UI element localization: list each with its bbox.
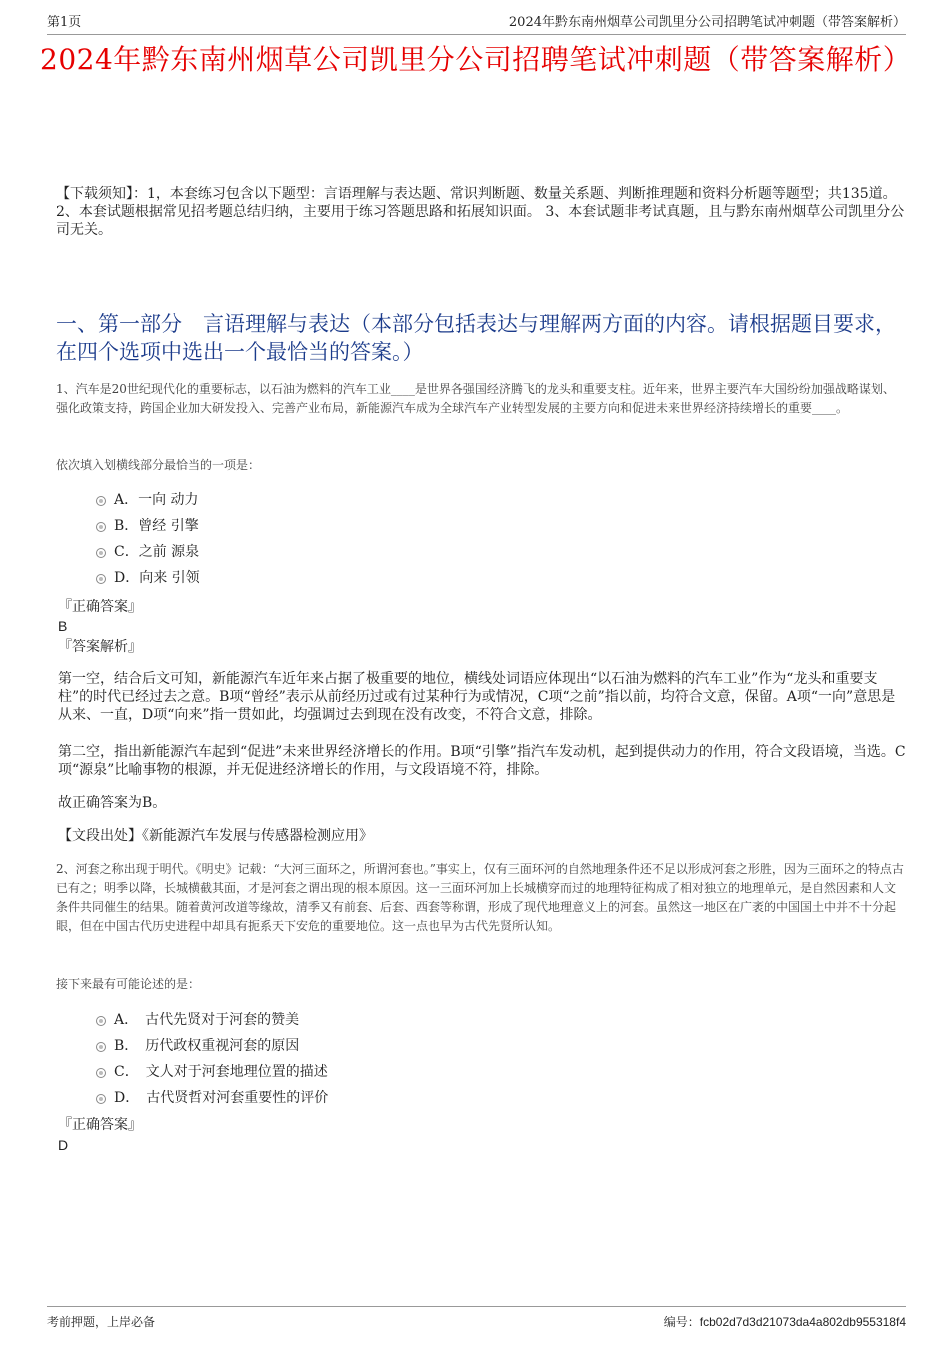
download-notice: 【下载须知】：1，本套练习包含以下题型：言语理解与表达题、常识判断题、数量关系题、判断推理题和资料分析题等题型；共135道。 2、本套试题根据常见招考题总结归纳，主要用于练习答题思路和拓展知识面。 3、本套试题非考试真题，且与黔东南州烟草公司凯里分公司无关。 xyxy=(56,186,905,238)
option-a[interactable] xyxy=(96,490,200,516)
option-d[interactable] xyxy=(96,1088,328,1114)
question-2-options xyxy=(96,1010,328,1114)
footer-code-label: 编号： xyxy=(663,1315,700,1329)
page-header xyxy=(47,14,906,35)
analysis-paragraph-2: 第二空，指出新能源汽车起到“促进”未来世界经济增长的作用。B项“引擎”指汽车发动机，起到提供动力的作用，符合文段语境，当选。C项“源泉”比喻事物的根源，并无促进经济增长的作用，与文段语境不符，排除。 xyxy=(58,744,906,778)
page-footer xyxy=(47,1306,906,1337)
option-c-label: C．之前 源泉 xyxy=(114,544,200,560)
option-c-label: C． 文人对于河套地理位置的描述 xyxy=(114,1064,328,1080)
analysis-conclusion: 故正确答案为B。 xyxy=(58,795,167,811)
question-2-stem: 2、河套之称出现于明代。《明史》记载：“大河三面环之，所谓河套也。”事实上，仅有三面环河的自然地理条件还不足以形成河套之形胜，因为三面环之的特点古已有之；明季以降，长城横截其面，才是河套之谓出现的根本原因。这一三面环河加上长城横穿而过的地理特征构成了相对独立的地理单元，是自然因素和人文条件共同催生的结果。随着黄河改道等缘故，清季又有前套、后套、西套等称谓，形成了现代地理意义上的河套。虽然这一地区在广袤的中国国土中并不十分起眼，但在中国古代历史进程中却具有扼系天下安危的重要地位。这一点也早为古代先贤所认知。 xyxy=(56,862,904,933)
option-d-label: D．向来 引领 xyxy=(114,570,200,586)
radio-icon[interactable] xyxy=(96,1016,106,1026)
option-c[interactable] xyxy=(96,1062,328,1088)
radio-icon[interactable] xyxy=(96,1042,106,1052)
option-a-label: A． 古代先贤对于河套的赞美 xyxy=(114,1012,300,1028)
radio-icon[interactable] xyxy=(96,522,106,532)
footer-code-value: fcb02d7d3d21073da4a802db955318f4 xyxy=(699,1315,906,1329)
radio-icon[interactable] xyxy=(96,574,106,584)
footer-slogan: 考前押题，上岸必备 xyxy=(47,1315,156,1329)
option-b-label: B．曾经 引擎 xyxy=(114,518,199,534)
analysis-paragraph-1: 第一空，结合后文可知，新能源汽车近年来占据了极重要的地位，横线处词语应体现出“以石油为燃料的汽车工业”作为“龙头和重要支柱”的时代已经过去之意。B项“曾经”表示从前经历过或有过某种行为或情况，C项“之前”指以前，均符合文意，保留。A项“一向”意思是从来、一直，D项“向来”指一贯如此，均强调过去到现在没有改变，不符合文意，排除。 xyxy=(58,671,896,723)
option-b[interactable] xyxy=(96,516,200,542)
question-1-stem: 1、汽车是20世纪现代化的重要标志，以石油为燃料的汽车工业____是世界各强国经济腾飞的龙头和重要支柱。近年来，世界主要汽车大国纷纷加强战略谋划、强化政策支持，跨国企业加大研发投入、完善产业布局，新能源汽车成为全球汽车产业转型发展的主要方向和促进未来世界经济持续增长的重要____。 xyxy=(56,382,895,415)
option-d-label: D． 古代贤哲对河套重要性的评价 xyxy=(114,1090,329,1106)
radio-icon[interactable] xyxy=(96,496,106,506)
option-c[interactable] xyxy=(96,542,200,568)
page-number: 第1页 xyxy=(47,15,82,30)
option-a[interactable] xyxy=(96,1010,328,1036)
section-heading: 一、第一部分 言语理解与表达（本部分包括表达与理解两方面的内容。请根据题目要求，在四个选项中选出一个最恰当的答案。） xyxy=(56,312,896,364)
document-title: 2024年黔东南州烟草公司凯里分公司招聘笔试冲刺题（带答案解析） xyxy=(40,43,912,76)
question-2-answer-label: 『正确答案』 xyxy=(58,1117,142,1133)
question-1-source: 【文段出处】《新能源汽车发展与传感器检测应用》 xyxy=(58,828,373,844)
radio-icon[interactable] xyxy=(96,1094,106,1104)
radio-icon[interactable] xyxy=(96,548,106,558)
footer-code xyxy=(664,1314,906,1330)
question-1-analysis-label: 『答案解析』 xyxy=(58,639,142,655)
radio-icon[interactable] xyxy=(96,1068,106,1078)
question-1-options xyxy=(96,490,200,594)
option-a-label: A．一向 动力 xyxy=(114,492,199,508)
option-b[interactable] xyxy=(96,1036,328,1062)
question-1-prompt: 依次填入划横线部分最恰当的一项是： xyxy=(56,458,261,472)
question-2-prompt: 接下来最有可能论述的是： xyxy=(56,977,201,991)
option-d[interactable] xyxy=(96,568,200,594)
option-b-label: B． 历代政权重视河套的原因 xyxy=(114,1038,300,1054)
question-2-answer: D xyxy=(58,1137,69,1153)
header-doc-title: 2024年黔东南州烟草公司凯里分公司招聘笔试冲刺题（带答案解析） xyxy=(508,15,906,30)
question-1-answer-label: 『正确答案』 xyxy=(58,599,142,615)
question-1-answer: B xyxy=(58,618,68,634)
